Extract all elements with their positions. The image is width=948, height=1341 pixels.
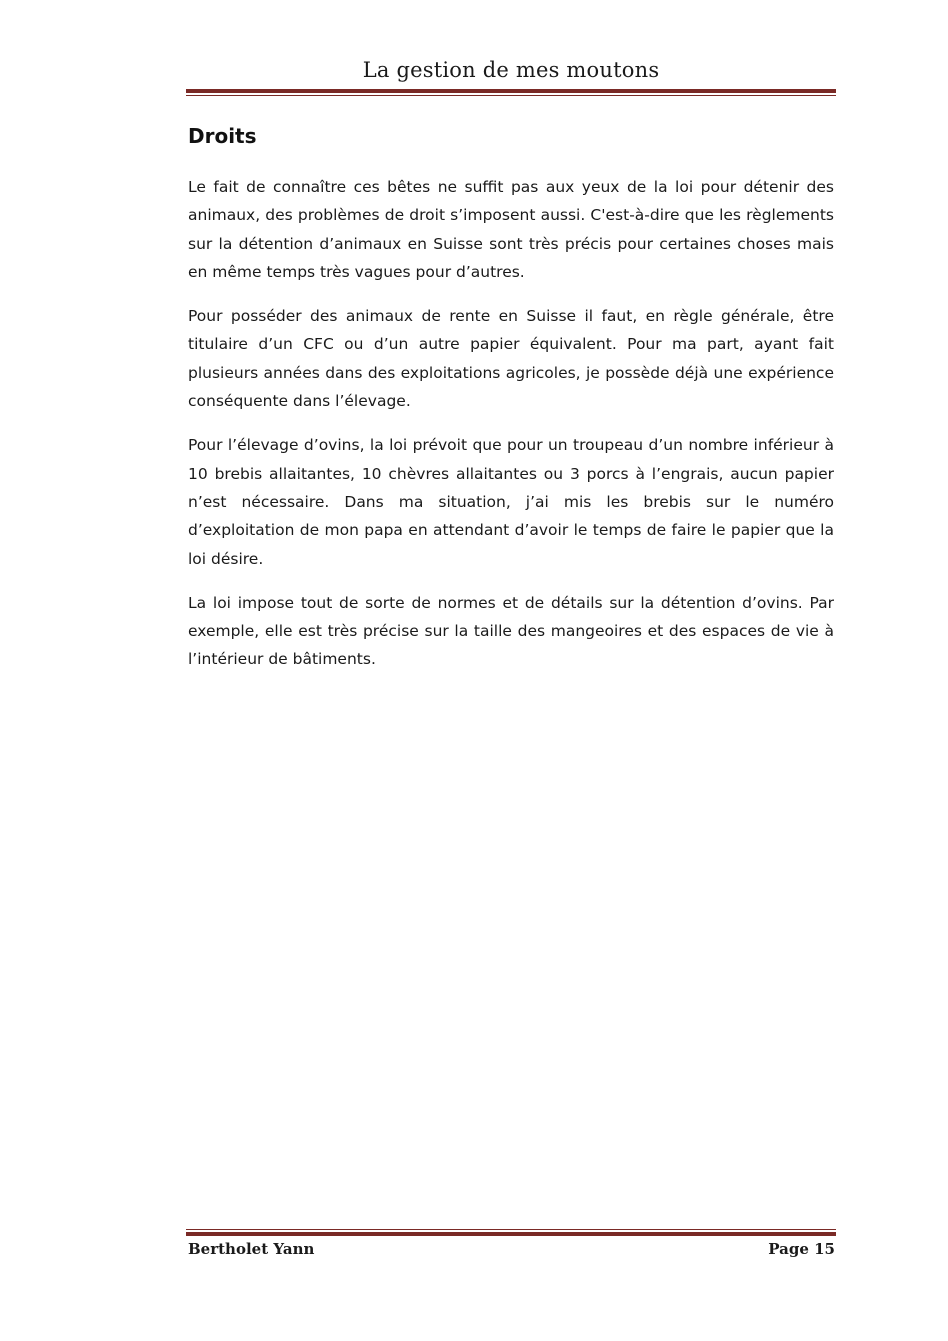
body-text	[188, 173, 834, 690]
footer-rule-thick	[186, 1232, 836, 1236]
paragraph: Pour posséder des animaux de rente en Suisse il faut, en règle générale, être titulaire d’un CFC ou d’un autre papier équivalent. Pour ma part, ayant fait plusieurs années dans des exploitations agricoles, je possède déjà une expérience conséquente dans l’élevage.	[188, 307, 834, 411]
section-heading: Droits	[188, 124, 257, 148]
footer-rule-thin	[186, 1229, 836, 1230]
header-rule-thick	[186, 89, 836, 93]
paragraph: Pour l’élevage d’ovins, la loi prévoit que pour un troupeau d’un nombre inférieur à 10 brebis allaitantes, 10 chèvres allaitantes ou 3 porcs à l’engrais, aucun papier n’est nécessaire. Dans ma situation, j’ai mis les brebis sur le numéro d’exploitation de mon papa en attendant d’avoir le temps de faire le papier que la loi désire.	[188, 436, 834, 568]
header-rule-thin	[186, 95, 836, 96]
page-number: Page 15	[768, 1240, 835, 1258]
paragraph: La loi impose tout de sorte de normes et de détails sur la détention d’ovins. Par exemple, elle est très précise sur la taille des mangeoires et des espaces de vie à l’intérieur de bâtiments.	[188, 593, 834, 669]
footer-author: Bertholet Yann	[188, 1240, 315, 1258]
running-header-title: La gestion de mes moutons	[362, 58, 660, 82]
paragraph: Le fait de connaître ces bêtes ne suffit pas aux yeux de la loi pour détenir des animaux, des problèmes de droit s’imposent aussi. C'est-à-dire que les règlements sur la détention d’animaux en Suisse sont très précis pour certaines choses mais en même temps très vagues pour d’autres.	[188, 178, 834, 281]
